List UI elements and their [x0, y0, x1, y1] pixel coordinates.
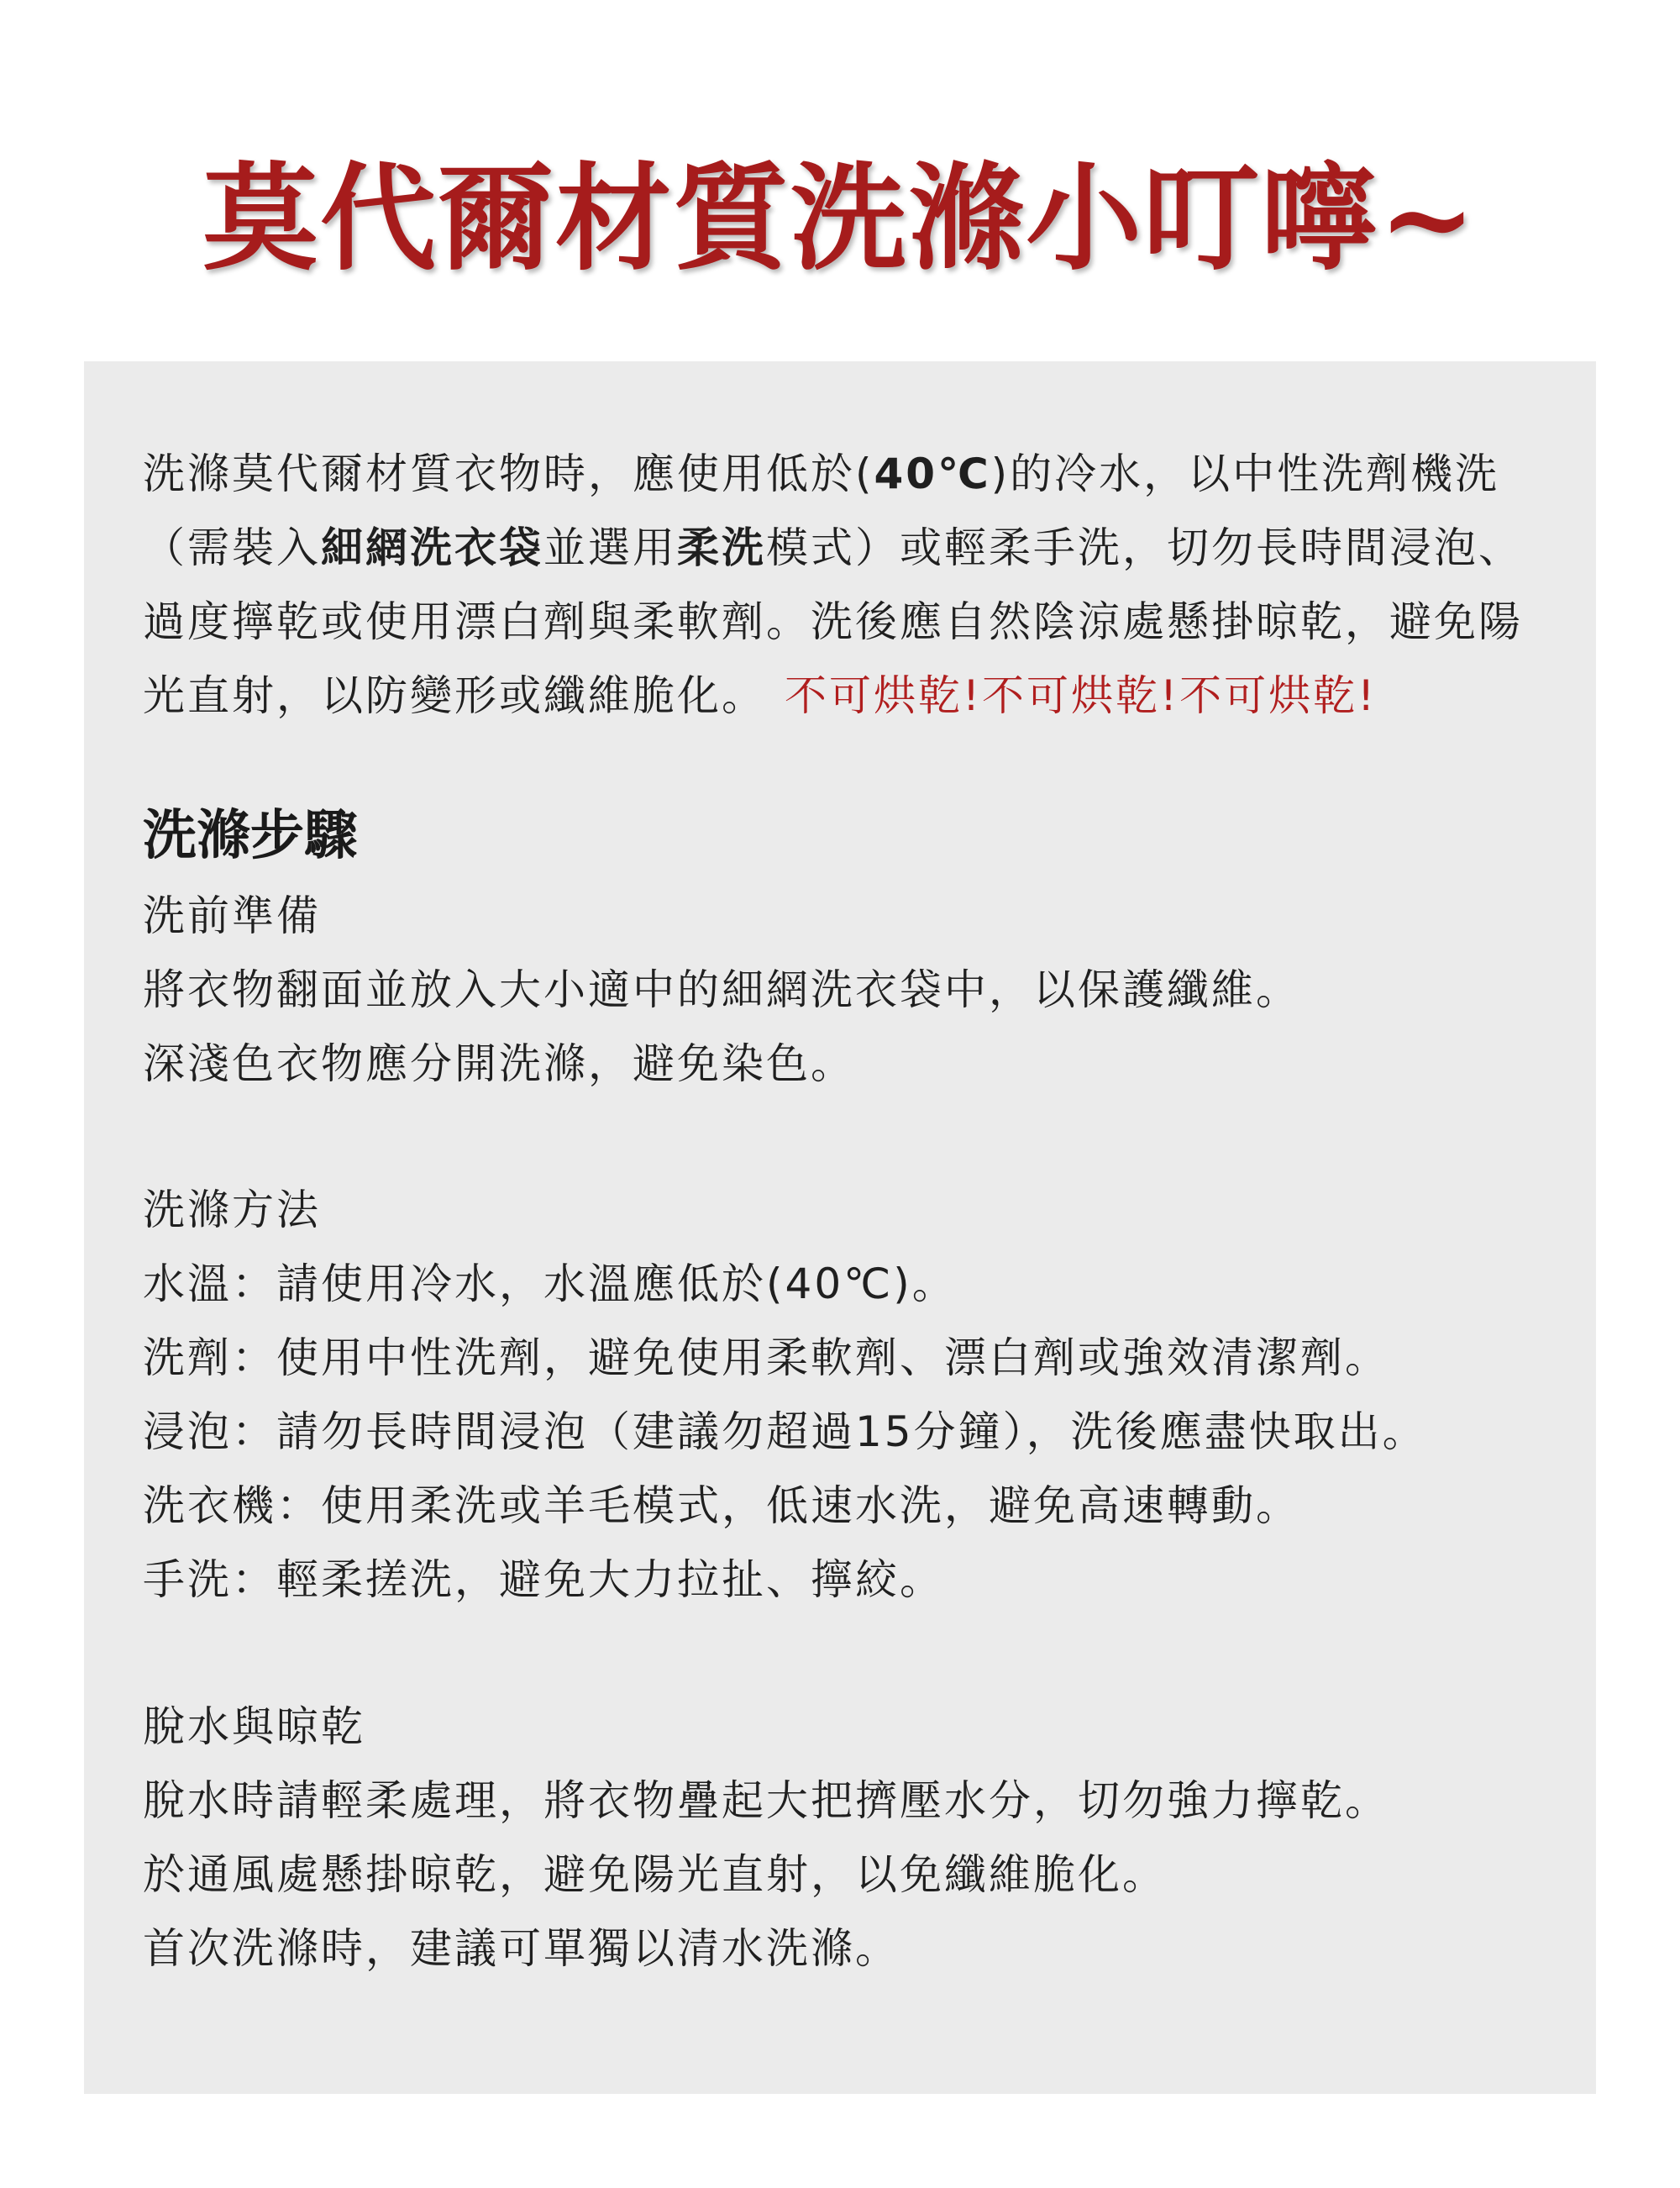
drying-line-1: 脫水時請輕柔處理，將衣物疊起大把擠壓水分，切勿強力擰乾。: [143, 1776, 1389, 1825]
prep-title: 洗前準備: [143, 892, 321, 940]
intro-text-4: 模式）或輕柔手洗，切勿長時間浸泡、過度擰乾或使用漂白劑與柔軟劑。洗後應自然陰涼處懸掛晾乾，避免陽光直射，以防變形或纖維脆化。: [143, 523, 1523, 720]
method-line-detergent: 洗劑：使用中性洗劑，避免使用柔軟劑、漂白劑或強效清潔劑。: [143, 1333, 1389, 1382]
section-heading: 洗滌步驟: [143, 804, 358, 867]
prep-line-1: 將衣物翻面並放入大小適中的細網洗衣袋中，以保護纖維。: [143, 965, 1300, 1014]
method-line-handwash: 手洗：輕柔搓洗，避免大力拉扯、擰絞。: [143, 1555, 944, 1604]
method-line-washer: 洗衣機：使用柔洗或羊毛模式，低速水洗，避免高速轉動。: [143, 1481, 1300, 1530]
intro-text-3: 並選用: [543, 523, 677, 572]
drying-line-3: 首次洗滌時，建議可單獨以清水洗滌。: [143, 1924, 900, 1973]
method-title: 洗滌方法: [143, 1186, 321, 1234]
intro-text-1: 洗滌莫代爾材質衣物時，應使用低於(: [143, 450, 874, 498]
method-line-water-temp: 水溫：請使用冷水，水溫應低於(40℃)。: [143, 1260, 957, 1308]
no-dryer-warning: 不可烘乾!不可烘乾!不可烘乾!: [785, 671, 1378, 720]
method-line-soaking: 浸泡：請勿長時間浸泡（建議勿超過15分鐘），洗後應盡快取出。: [143, 1407, 1427, 1456]
intro-paragraph: [143, 437, 1554, 733]
prep-line-2: 深淺色衣物應分開洗滌，避免染色。: [143, 1039, 855, 1088]
intro-gentle: 柔洗: [677, 523, 766, 572]
intro-bag: 細網洗衣袋: [321, 523, 543, 572]
intro-temp: 40℃: [874, 450, 991, 498]
intro-text-2: )的冷水，以中性洗劑機洗（需裝入: [143, 450, 1500, 572]
page-title: 莫代爾材質洗滌小叮嚀~: [202, 150, 1478, 287]
drying-title: 脫水與晾乾: [143, 1702, 365, 1751]
drying-line-2: 於通風處懸掛晾乾，避免陽光直射，以免纖維脆化。: [143, 1850, 1167, 1899]
